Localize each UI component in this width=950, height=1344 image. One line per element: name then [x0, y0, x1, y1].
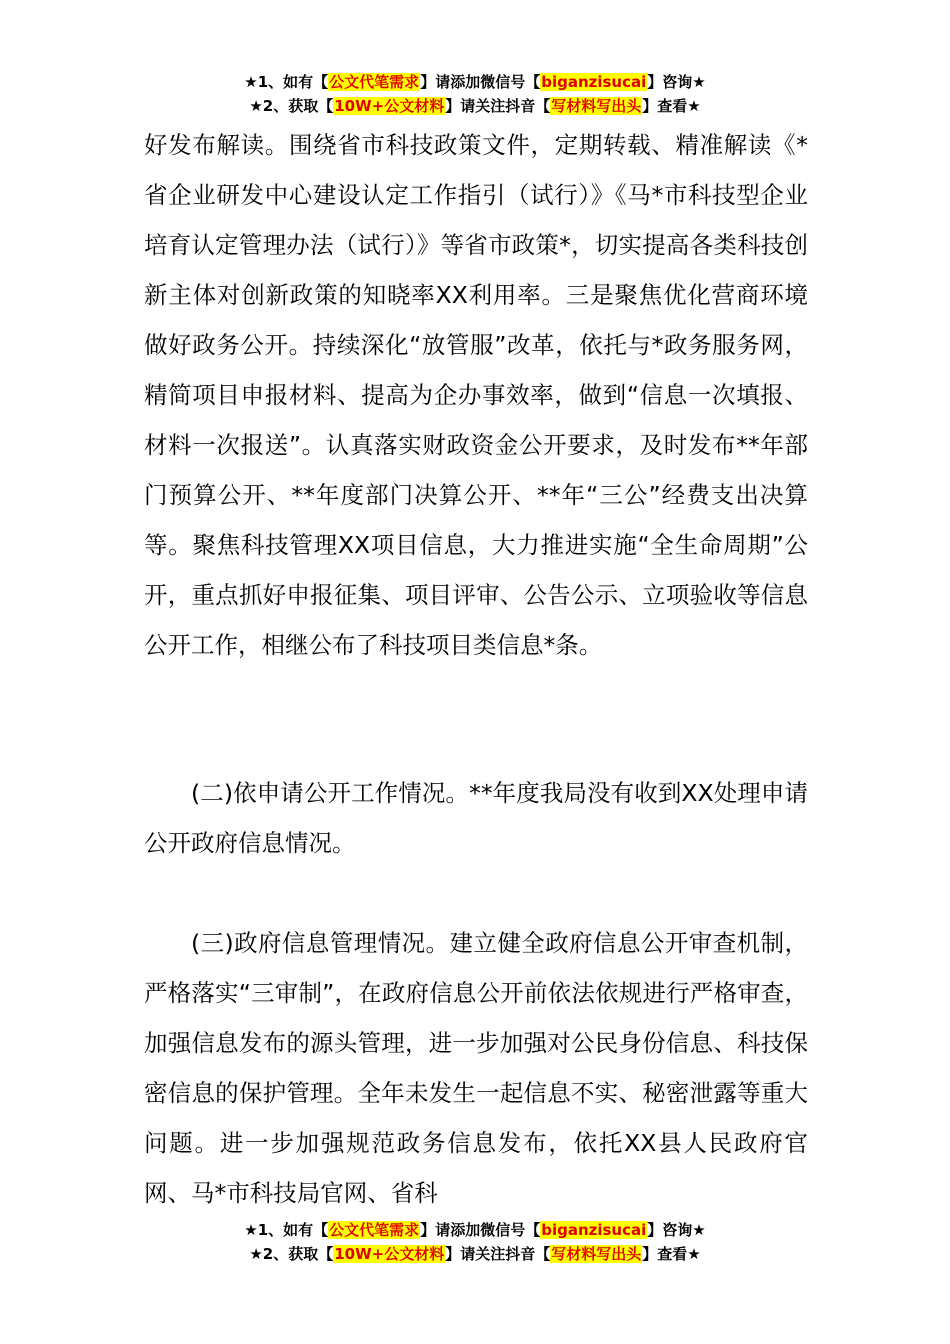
paragraph-1: 好发布解读。围绕省市科技政策文件，定期转载、精准解读《*省企业研发中心建设认定工作指引（试行）》《马*市科技型企业培育认定管理办法（试行）》等省市政策*，切实提高各类科技创新主体对创新政策的知晓率XX利用率。三是聚焦优化营商环境做好政务公开。持续深化“放管服”改革，依托与*政务服务网，精简项目申报材料、提高为企办事效率，做到“信息一次填报、材料一次报送”。认真落实财政资金公开要求，及时发布**年部门预算公开、**年度部门决算公开、**年“三公”经费支出决算等。聚焦科技管理XX项目信息，大力推进实施“全生命周期”公开，重点抓好申报征集、项目评审、公告公示、立项验收等信息公开工作，相继公布了科技项目类信息*条。: [144, 131, 808, 659]
document-body-block-3: [144, 918, 808, 1218]
promo-text: ★2、获取【: [249, 97, 334, 115]
promo-highlight: 10W+公文材料: [334, 97, 445, 115]
promo-highlight: 公文代笔需求: [329, 73, 420, 91]
promo-text: 】请关注抖音【: [445, 97, 551, 115]
promo-highlight-douyin: 写材料写出头: [551, 97, 642, 115]
promo-banner-bottom: [0, 1218, 950, 1266]
promo-text: ★2、获取【: [249, 1245, 334, 1263]
promo-highlight-douyin: 写材料写出头: [551, 1245, 642, 1263]
promo-line-1: [0, 70, 950, 94]
promo-text: 】查看★: [642, 1245, 701, 1263]
promo-text: 】请添加微信号【: [420, 73, 541, 91]
promo-line-2: [0, 94, 950, 118]
promo-text: 】查看★: [642, 97, 701, 115]
promo-text: 】咨询★: [647, 1221, 706, 1239]
promo-highlight-wechat: biganzisucai: [541, 73, 647, 91]
paragraph-3: (三)政府信息管理情况。建立健全政府信息公开审查机制，严格落实“三审制”，在政府信息公开前依法依规进行严格审查，加强信息发布的源头管理，进一步加强对公民身份信息、科技保密信息的保护管理。全年未发生一起信息不实、秘密泄露等重大问题。进一步加强规范政务信息发布，依托XX县人民政府官网、马*市科技局官网、省科: [144, 929, 808, 1207]
promo-highlight: 10W+公文材料: [334, 1245, 445, 1263]
promo-text: ★1、如有【: [244, 73, 329, 91]
promo-highlight-wechat: biganzisucai: [541, 1221, 647, 1239]
paragraph-2: (二)依申请公开工作情况。**年度我局没有收到XX处理申请公开政府信息情况。: [144, 779, 808, 857]
promo-line-2: [0, 1242, 950, 1266]
promo-text: 】请添加微信号【: [420, 1221, 541, 1239]
promo-line-1: [0, 1218, 950, 1242]
promo-banner-top: [0, 70, 950, 118]
promo-text: 】请关注抖音【: [445, 1245, 551, 1263]
document-body-block-1: [144, 120, 808, 670]
promo-highlight: 公文代笔需求: [329, 1221, 420, 1239]
document-body-block-2: [144, 768, 808, 868]
promo-text: ★1、如有【: [244, 1221, 329, 1239]
promo-text: 】咨询★: [647, 73, 706, 91]
